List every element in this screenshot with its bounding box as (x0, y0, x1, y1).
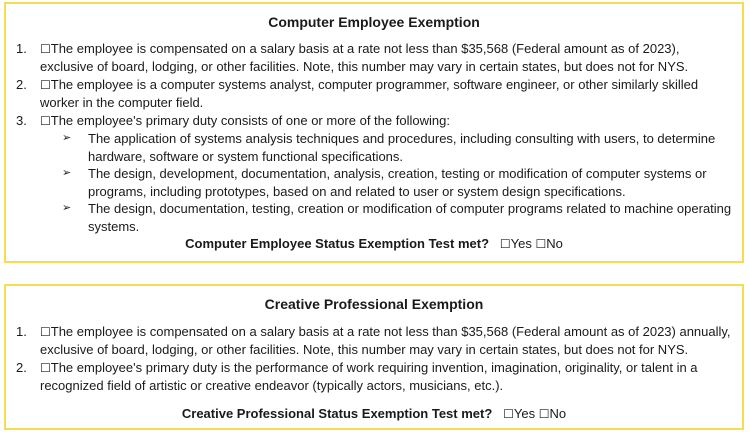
status-question: Creative Professional Status Exemption Test met? (181, 406, 493, 421)
exemption-test-status (6, 235, 742, 253)
item-number: 1. (16, 324, 27, 339)
arrow-bullet-icon: ➢ (62, 132, 72, 144)
criteria-list (6, 323, 742, 395)
exemption-test-status (6, 405, 742, 423)
yes-checkbox[interactable]: ☐ (503, 407, 514, 421)
sub-list-item (6, 165, 742, 200)
item-text: The employee is a computer systems analyst, computer programmer, software engineer, or other similarly skilled worker in the computer field. (40, 77, 699, 110)
arrow-bullet-icon: ➢ (62, 202, 72, 214)
computer-employee-exemption-section (4, 2, 744, 263)
item-number: 2. (16, 360, 27, 375)
no-label: No (549, 406, 567, 421)
item-number: 3. (16, 113, 27, 128)
sub-list-item (6, 130, 742, 165)
section-title: Computer Employee Exemption (268, 14, 480, 30)
item-text: The employee's primary duty is the performance of work requiring invention, imagination, originality, or talent in a recognized field of artistic or creative endeavor (typically actors, musicians, etc.). (40, 360, 698, 393)
no-checkbox[interactable]: ☐ (538, 407, 550, 421)
section-title: Creative Professional Exemption (264, 296, 484, 312)
checkbox[interactable]: ☐ (40, 114, 51, 128)
list-item (6, 359, 742, 395)
checkbox[interactable]: ☐ (40, 42, 51, 56)
list-item (6, 112, 742, 130)
yes-label: Yes (513, 406, 536, 421)
item-number: 2. (16, 77, 27, 92)
no-checkbox[interactable]: ☐ (535, 237, 547, 251)
arrow-bullet-icon: ➢ (62, 167, 72, 179)
yes-checkbox[interactable]: ☐ (499, 237, 511, 251)
item-text: The employee is compensated on a salary basis at a rate not less than $35,568 (Federal amount as of 2023) annually, exclusive of board, lodging, or other facilities. Note, this number may vary in certain states, but does not for NYS. (40, 324, 731, 357)
checkbox[interactable]: ☐ (40, 325, 51, 339)
sub-item-text: The design, documentation, testing, creation or modification of computer programs related to machine operating systems. (88, 201, 732, 234)
checkbox[interactable]: ☐ (40, 361, 51, 375)
status-question: Computer Employee Status Exemption Test met? (185, 236, 490, 251)
checkbox[interactable]: ☐ (40, 78, 51, 92)
duty-sublist (6, 130, 742, 235)
sub-item-text: The application of systems analysis techniques and procedures, including consulting with users, to determine hardware, software or system functional specifications. (88, 131, 716, 164)
list-item (6, 40, 742, 76)
criteria-list (6, 40, 742, 130)
item-text: The employee is compensated on a salary basis at a rate not less than $35,568 (Federal amount as of 2023), exclusive of board, lodging, or other facilities. Note, this number may vary in certain states, but does not for NYS. (40, 41, 689, 74)
list-item (6, 76, 742, 112)
item-text: The employee's primary duty consists of one or more of the following: (50, 113, 450, 128)
sub-item-text: The design, development, documentation, analysis, creation, testing or modification of computer systems or programs, including prototypes, based on and related to user or system design specifications. (88, 166, 707, 199)
no-label: No (546, 236, 563, 251)
sub-list-item (6, 200, 742, 235)
yes-label: Yes (510, 236, 532, 251)
creative-professional-exemption-section (4, 284, 744, 430)
item-number: 1. (16, 41, 27, 56)
list-item (6, 323, 742, 359)
